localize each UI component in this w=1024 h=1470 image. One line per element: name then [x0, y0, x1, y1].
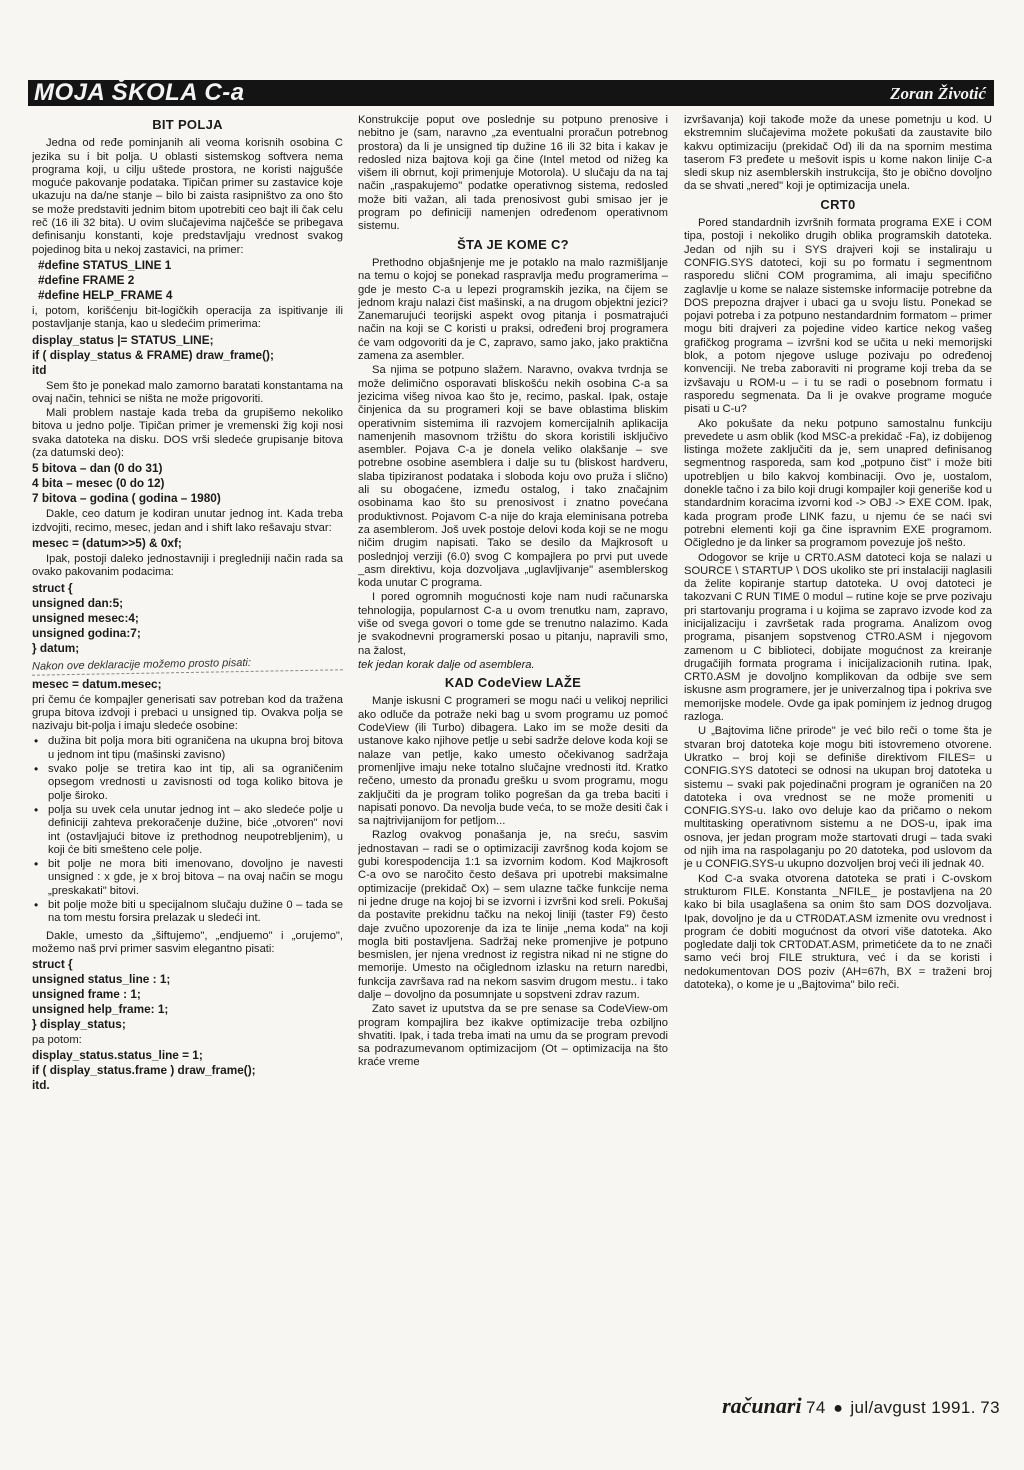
list-item: • dužina bit polja mora biti ograničena na ukupna broj bitova u jednom int tipu (mašinski zavisno): [48, 735, 343, 762]
paragraph: pri čemu će kompajler generisati sav potreban kod da tražena grupa bitova izdvoji i prebaci u unsigned tip. Ovakva polja se nazivaju bit-polja i imaju sledeće osobine:: [32, 693, 343, 733]
paragraph: Kod C-a svaka otvorena datoteka se prati i C-ovskom strukturom FILE. Konstanta _NFILE_ je postavljena na 20 kako bi bila usaglašena sa onim što sam DOS dozvoljava. Ipak, dovoljno je da u CTR0DAT.ASM izmenite ovu vrednost i program će dobiti mogućnost da otvori više datoteka. Ako pogledate dalji tok CRT0DAT.ASM, primetićete da to ne znači samo veći broj FILE struktura, već i da se koristi i nedokumentovan DOS poziv (AH=67h, BX = traženi broj datoteka), o kome je u „Bajtovima" bilo reči.: [684, 872, 992, 991]
code-line: mesec = (datum>>5) & 0xf;: [32, 535, 182, 550]
code-block-shift: [32, 536, 343, 551]
paragraph: izvršavanja) koji takođe može da unese pometnju u kod. U ekstremnim slučajevima možete pokušati da zaustavite bilo kakvu optimizaciju (prekidač Od) ili da na spornim mestima taserom F3 pređete u mešovit ispis u kome nakon linije C-a sledi skup niz asemblerskih instrukcija, što je obično dovoljno da se shvati „nered" koji je optimizacija unela.: [684, 114, 992, 193]
page-number: 73: [980, 1398, 1000, 1417]
paragraph-italic: tek jedan korak dalje od asemblera.: [358, 658, 535, 671]
code-line: unsigned status_line : 1;: [32, 972, 171, 987]
paragraph: Zato savet iz uputstva da se pre senase sa CodeView-om program kompajlira bez ikakve optimizacije treba ozbiljno shvatiti. Ipak, i tada treba imati na umu da se program prevodi sa podrazumevanom optimizacijom (Ot – optimizacija na što kraće vreme: [358, 1003, 668, 1069]
code-block-struct-status: [32, 957, 343, 1032]
code-line: unsigned dan:5;: [32, 595, 124, 610]
code-line: if ( display_status.frame ) draw_frame();: [32, 1063, 256, 1078]
heading-crt0: CRT0: [820, 196, 856, 212]
paragraph: pa potom:: [32, 1034, 82, 1047]
heading-sta-je-kome-c: ŠTA JE KOME C?: [457, 236, 569, 252]
torn-line: Nakon ove deklaracije možemo prosto pisati:: [32, 655, 343, 675]
code-line: display_status.status_line = 1;: [32, 1048, 203, 1063]
issue-number: 74: [806, 1398, 826, 1417]
list-item: • svako polje se tretira kao int tip, ali sa ograničenim opsegom vrednosti u zavisnosti od toga koliko bitova je polje široko.: [48, 763, 343, 803]
paragraph: Sa njima se potpuno slažem. Naravno, ovakva tvrdnja se može delimično osporavati bliskošću nekih osobina C-a sa jezicima višeg nivoa kao što je, recimo, paskal. Ipak, ostaje činjenica da su programeri koji se bave oblastima bliskim operativnim sistemima ili razvojem komercijalnih aplikacija namenjenih masovnom tržištu do skora koristili isključivo asembler. Pojava C-a je donela veliko olakšanje – sve potrebne osobine asemblera i dalje su tu (bliskost hardveru, slaba tipiziranost podataka i sloboda koju ovo pruža i slično) ali su obogaćene, između ostalog, i tako značajnim osobinama kao što su prenosivost i znatno povećana produktivnost. Pojavom C-a nije do kraja eleminisana potreba za asemblerom. Još uvek postoje delovi koda koji se ne mogu ničim drugim napisati. Tako se desilo da Majkrosoft u poslednjoj verziji (6.0) svog C kompajlera po prvi put uvede _asm direktivu, koja dozvoljava „uglavljivanje" asemblerskog koda unutar C programa.: [358, 364, 668, 590]
code-line: 5 bitova – dan (0 do 31): [32, 461, 163, 476]
code-line: } display_status;: [32, 1017, 126, 1032]
code-line: #define FRAME 2: [38, 272, 135, 287]
code-line: } datum;: [32, 640, 80, 655]
heading-kad-codeview-laze: KAD CodeView LAŽE: [444, 675, 582, 691]
code-line: struct {: [32, 580, 73, 595]
paragraph: Ako pokušate da neku potpuno samostalnu funkciju prevedete u asm oblik (kod MSC-a prekidač -Fa), iz dobijenog listinga možete zaključiti da je, sem unapred definisanog segmentnog rasporeda, sam kod „potpuno čist" i može biti upotrebljen u bilo kakvoj kombinaciji. Ovo je, uostalom, donekle tačno i za bilo koji drugi kompajler koji generiše kod u standardnim koracima izvorni kod -> OBJ -> EXE COM. Ipak, kada program prođe LINK fazu, u njemu će se naći svi potrebni elementi koji ga čine ispravnim EXE programom. Očigledno je da linker sa programom povezuje još nešto.: [684, 417, 992, 550]
paragraph: Razlog ovakvog ponašanja je, na sreću, sasvim jednostavan – radi se o optimizaciji završnog koda kojom se gubi korespodencija 1:1 sa izvornim kodom. Kod Majkrosoft C-a ovo se naročito često dešava pri upotrebi maksimalne optimizacije (prekidač Ox) – sem ulazne tačke funkcije nema ni jedne druge na kojoj bi se izvorni i izvršni kod sreli. Pokušaj da postavite prekidnu tačku na nekoj liniji (taster F9) često daje zvučno upozorenje da iza te linije „nema koda" na koji mogla biti postavljena. Sadržaj neke promenjive je potpuno besmislen, jer njena vrednost iz registra nikad ni ne stigne do memorije. Umesto na očiglednom izlasku na return naredbi, funkcija završava rad na nekom sasvim drugom mestu.. i tako dalje – dovoljno da posumnjate u sopstveni zdrav razum.: [358, 829, 668, 1001]
paragraph: U „Bajtovima lične prirode" je već bilo reči o tome šta je stvaran broj datoteka koje mogu biti istovremeno otvorene. Ukratko – broj koji se definiše direktivom FILES= u CONFIG.SYS datoteci se odnosi na ukupan broj datoteka u sistemu – svaki pak pojedinačni program je ograničen na 20 datoteka i ova vrednost se ne može promeniti u CONFIG.SYS-u. Iako ovo deluje kao da pričamo o nekom multitasking operativnom sistemu a ne DOS-u, ipak ima osnova, jer jedan program može startovati drugi – tada svaki od njih ima na raspolaganju po 20 datoteka, pod uslovom da je u CONFIG.SYS-u ukupno dozvoljen broj veći ili jednak 40.: [684, 725, 992, 871]
paragraph: i, potom, korišćenju bit-logičkih operacija za ispitivanje ili postavljanje stanja, kao u sledećim primerima:: [32, 304, 343, 331]
code-line: mesec = datum.mesec;: [32, 676, 162, 691]
paragraph: Dakle, ceo datum je kodiran unutar jednog int. Kada treba izdvojiti, recimo, mesec, jedan and i shift lako rešavaju stvar:: [32, 508, 343, 534]
code-line: #define HELP_FRAME 4: [38, 287, 173, 302]
code-line: #define STATUS_LINE 1: [38, 257, 172, 272]
paragraph: Dakle, umesto da „šiftujemo", „endjuemo" i „orujemo", možemo naš prvi primer sasvim elegantno pisati:: [32, 929, 343, 955]
code-line: 4 bita – mesec (0 do 12): [32, 476, 165, 491]
author-name: Zoran Životić: [890, 84, 986, 103]
paragraph: Mali problem nastaje kada treba da grupišemo nekoliko bitova u jedno polje. Tipičan primer je vremenski žig koji nosi svaka datoteka na disku. DOS vrši sledeće grupisanje bitova (za datumski deo):: [32, 407, 343, 460]
code-line: unsigned help_frame: 1;: [32, 1002, 169, 1017]
paragraph: Pored standardnih izvršnih formata programa EXE i COM tipa, postoji i nekoliko drugih oblika programskih datoteka. Jedan od njih su i SYS drajveri koji se instaliraju u CONFIG.SYS datoteci, koji su po formatu i segmentnom rasporedu slični COM programima, ali imaju specifično zaglavlje u kome se nalaze sistemske informacije potrebne da DOS prepozna drajver i ubaci ga u svoju listu. Ponekad se pojavi potreba i za potpuno nestandardnim formatom – primer mogu biti drajveri za pojedine video kartice nekog vašeg grafičkog programa – izvršni kod se učita u neki memorijski blok, a potom njegove usluge pozivaju po određenoj konvenciji. Ne treba zaboraviti ni programe koji treba da se izvšavaju u ROM-u – i tu se radi o posebnom formatu i rasporedu segmenata. Da li je ovakve programe moguće pisati u C-u?: [684, 217, 992, 416]
code-block-usage: [32, 1048, 343, 1093]
code-block-struct-datum: [32, 581, 343, 656]
list-item: • bit polje ne mora biti imenovano, dovoljno je navesti unsigned : x gde, je x broj bitova – na ovaj način se mogu „preskakati" bitovi.: [48, 858, 343, 898]
paragraph: Odogovor se krije u CRT0.ASM datoteci koja se nalazi u SOURCE \ STARTUP \ DOS ukoliko ste pri instalaciji naglasili da želite kopiranje startup datoteka. U ovoj datoteci je takozvani C RUN TIME 0 modul – rutine koje se prve pozivaju pri startovanju programa i u kojima se zapravo izvode kod za inicijalizaciju i završetak rada programa. Analizom ovog programa, pisanjem sopstvenog CTR0.ASM i njegovom zamenom u C biblioteci, dobijate mogućnost za kreiranje drugačijih formata programa i inicijalizacionih rutina. Ipak, CRT0.ASM je dovoljno komplikovan da odbije sve sem iskusne asm programere, jer je univerzalnog tipa i pokriva sve memorijske modele. Ovde ga ipak pominjem iz jednog drugog razloga.: [684, 551, 992, 724]
paragraph: Konstrukcije poput ove poslednje su potpuno prenosive i nebitno je (sam, naravno „za eventualni proračun potrebnog prostora) da li je unsigned tip dužine 16 ili 32 bita i kakav je redosled niza bajtova koji ga čine (Intel metod od nižeg ka višem ili obrnut, koji primenjuje Motorola). U slučaju da na taj način „raspakujemo" podatke operativnog sistema, redosled može biti važan, ali tada prenosivost gubi smisao jer je program po definiciji namenjen određenom operativnom sistemu.: [358, 114, 668, 233]
list-item: • bit polje može biti u specijalnom slučaju dužine 0 – tada se na tom mestu forsira prelazak u sledeći int.: [48, 899, 343, 926]
column-2: [358, 114, 668, 1384]
column-1: [32, 114, 343, 1384]
paragraph: Sem što je ponekad malo zamorno baratati konstantama na ovaj način, tehnici se ništa ne može prigovoriti.: [32, 379, 343, 405]
code-line: itd: [32, 362, 47, 377]
paragraph: Jedna od ređe pominjanih ali veoma korisnih osobina C jezika su i bit polja. U oblasti sistemskog softvera nema programa koji, u cilju uštede prostora, ne koristi najgušće moguće pakovanje podataka. Tipičan primer su zastavice koje ukazuju na da/ne stanje – bilo bi zaista rasipništvo za ono što se može predstaviti jednim bitom upotrebiti ceo bajt ili čak celu reč (16 ili 32 bita). U ovim slučajevima najčešće se pribegava definisanju konstanti, koje predstavljaju vrednost svakog pojedinog bita u nekoj zastavici, na primer:: [32, 137, 343, 256]
series-title: MOJA ŠKOLA C-a: [34, 79, 245, 106]
code-line: struct {: [32, 957, 73, 972]
paragraph: I pored ogromnih mogućnosti koje nam nudi računarska tehnologija, popularnost C-a u ovom trenutku nam, zapravo, više od svega govori o tome gde se trenutno nalazimo. Kada je svakodnevni programerski posao u pitanju, napravili smo, na žalost,: [358, 591, 668, 657]
paragraph: Manje iskusni C programeri se mogu naći u velikoj neprilici ako odluče da potraže neki bag u svom programu uz pomoć CodeView (ili Turbo) dibagera. Lako im se može desiti da ustanove kako njihove petlje u sebi sadrže delove koda koji se nalaze van petlje, kako umesto očekivanog sadržaja promenljive imaju neke totalno slučajne vrednosti itd. Kratko rečeno, umesto da pronađu grešku u svom programu, mogu zaključiti da je program toliko pogrešan da ga treba baciti i napisati ponovo. Da nevolja bude veća, to se može desiti čak i sa najtrivijanijom for petljom...: [358, 695, 668, 828]
code-block-mesec: [32, 677, 343, 692]
series-banner: [28, 80, 994, 106]
code-line: unsigned godina:7;: [32, 625, 141, 640]
code-block-date-fields: [32, 461, 343, 506]
issue-date: jul/avgust 1991.: [850, 1398, 976, 1417]
code-line: if ( display_status & FRAME) draw_frame();: [32, 347, 274, 362]
code-line: 7 bitova – godina ( godina – 1980): [32, 491, 221, 506]
code-block-bitops: [32, 333, 343, 378]
magazine-logo: računari: [722, 1393, 802, 1418]
code-line: display_status |= STATUS_LINE;: [32, 332, 214, 347]
list-item: • polja su uvek cela unutar jednog int – ako sledeće polje u definiciji zahteva prekoračenje dužine, biće „otvoren" novi int (ostavljajući bitove iz prethodnog neupotrebljenim), u koji će biti smešteno cele polje.: [48, 804, 343, 857]
paragraph: Ipak, postoji daleko jednostavniji i pregledniji način rada sa ovako pakovanim podacima:: [32, 552, 343, 579]
code-block-defines: [38, 258, 343, 303]
code-line: unsigned frame : 1;: [32, 987, 141, 1002]
column-3: [684, 114, 992, 1384]
bullet-list: [32, 735, 343, 925]
heading-bit-polja: BIT POLJA: [152, 117, 223, 132]
code-line: itd.: [32, 1078, 50, 1093]
page-footer: [640, 1393, 1000, 1421]
code-line: unsigned mesec:4;: [32, 610, 139, 625]
paragraph: Prethodno objašnjenje me je potaklo na malo razmišljanje na temu o kojoj se ponekad raspravlja među programerima – gde je mesto C-a u lepezi programskih jezika, na čijem se jednom kraju nalazi čist mašinski, a na drugom objektni jezici? Zanemarujući teorijski aspekt ovog pitanja i posmatrajući način na koji se C koristi u praksi, određeni broj programera će vam odgovoriti da je C, zapravo, samo jako, jako praktična zamena za asembler.: [358, 256, 668, 363]
bullet-separator-icon: ●: [833, 1400, 843, 1417]
